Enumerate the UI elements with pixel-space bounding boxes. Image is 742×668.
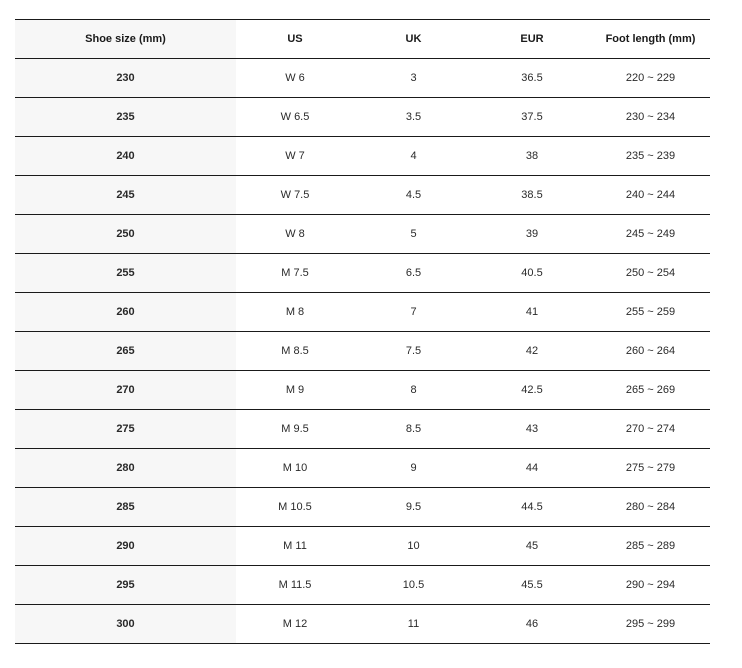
cell-shoe-size: 230: [15, 59, 236, 98]
table-body: [15, 59, 710, 644]
cell-eur: 44.5: [473, 488, 591, 527]
cell-us: M 8: [236, 293, 354, 332]
cell-eur: 45.5: [473, 566, 591, 605]
header-shoe-size: Shoe size (mm): [15, 20, 236, 59]
cell-foot-length: 230 ~ 234: [591, 98, 710, 137]
table-row: [15, 605, 710, 644]
table-row: [15, 527, 710, 566]
table-row: [15, 410, 710, 449]
cell-eur: 46: [473, 605, 591, 644]
cell-eur: 39: [473, 215, 591, 254]
cell-eur: 41: [473, 293, 591, 332]
cell-shoe-size: 255: [15, 254, 236, 293]
cell-uk: 8.5: [354, 410, 473, 449]
cell-eur: 37.5: [473, 98, 591, 137]
cell-foot-length: 250 ~ 254: [591, 254, 710, 293]
cell-us: W 7: [236, 137, 354, 176]
table-row: [15, 293, 710, 332]
cell-foot-length: 220 ~ 229: [591, 59, 710, 98]
cell-uk: 4: [354, 137, 473, 176]
cell-us: M 9.5: [236, 410, 354, 449]
header-row: [15, 20, 710, 59]
cell-us: M 7.5: [236, 254, 354, 293]
cell-foot-length: 235 ~ 239: [591, 137, 710, 176]
cell-shoe-size: 290: [15, 527, 236, 566]
cell-shoe-size: 235: [15, 98, 236, 137]
cell-uk: 9: [354, 449, 473, 488]
cell-foot-length: 295 ~ 299: [591, 605, 710, 644]
cell-uk: 7: [354, 293, 473, 332]
cell-shoe-size: 295: [15, 566, 236, 605]
table-row: [15, 449, 710, 488]
cell-uk: 8: [354, 371, 473, 410]
cell-shoe-size: 240: [15, 137, 236, 176]
cell-eur: 44: [473, 449, 591, 488]
cell-uk: 6.5: [354, 254, 473, 293]
cell-foot-length: 265 ~ 269: [591, 371, 710, 410]
cell-uk: 7.5: [354, 332, 473, 371]
table-row: [15, 98, 710, 137]
cell-shoe-size: 250: [15, 215, 236, 254]
cell-us: M 10.5: [236, 488, 354, 527]
table-header: [15, 20, 710, 59]
cell-uk: 9.5: [354, 488, 473, 527]
cell-uk: 11: [354, 605, 473, 644]
cell-us: W 8: [236, 215, 354, 254]
cell-foot-length: 275 ~ 279: [591, 449, 710, 488]
table-row: [15, 137, 710, 176]
cell-shoe-size: 275: [15, 410, 236, 449]
cell-us: W 7.5: [236, 176, 354, 215]
cell-foot-length: 245 ~ 249: [591, 215, 710, 254]
table-row: [15, 566, 710, 605]
size-chart: [15, 19, 710, 644]
cell-us: W 6.5: [236, 98, 354, 137]
table-row: [15, 371, 710, 410]
cell-eur: 36.5: [473, 59, 591, 98]
table-row: [15, 59, 710, 98]
table-row: [15, 176, 710, 215]
cell-us: M 8.5: [236, 332, 354, 371]
cell-shoe-size: 285: [15, 488, 236, 527]
header-eur: EUR: [473, 20, 591, 59]
size-table: [15, 19, 710, 644]
cell-uk: 10.5: [354, 566, 473, 605]
cell-foot-length: 270 ~ 274: [591, 410, 710, 449]
cell-shoe-size: 270: [15, 371, 236, 410]
table-row: [15, 332, 710, 371]
cell-eur: 45: [473, 527, 591, 566]
cell-eur: 40.5: [473, 254, 591, 293]
table-row: [15, 488, 710, 527]
cell-uk: 5: [354, 215, 473, 254]
table-row: [15, 254, 710, 293]
header-uk: UK: [354, 20, 473, 59]
cell-foot-length: 280 ~ 284: [591, 488, 710, 527]
cell-shoe-size: 260: [15, 293, 236, 332]
cell-us: M 11.5: [236, 566, 354, 605]
cell-foot-length: 240 ~ 244: [591, 176, 710, 215]
cell-eur: 42: [473, 332, 591, 371]
cell-us: M 9: [236, 371, 354, 410]
cell-foot-length: 290 ~ 294: [591, 566, 710, 605]
cell-foot-length: 260 ~ 264: [591, 332, 710, 371]
table-row: [15, 215, 710, 254]
cell-eur: 38.5: [473, 176, 591, 215]
cell-uk: 10: [354, 527, 473, 566]
cell-eur: 43: [473, 410, 591, 449]
cell-eur: 38: [473, 137, 591, 176]
cell-us: M 11: [236, 527, 354, 566]
header-us: US: [236, 20, 354, 59]
cell-foot-length: 255 ~ 259: [591, 293, 710, 332]
cell-us: M 12: [236, 605, 354, 644]
cell-us: M 10: [236, 449, 354, 488]
cell-eur: 42.5: [473, 371, 591, 410]
cell-shoe-size: 280: [15, 449, 236, 488]
header-foot-length: Foot length (mm): [591, 20, 710, 59]
cell-shoe-size: 265: [15, 332, 236, 371]
cell-foot-length: 285 ~ 289: [591, 527, 710, 566]
cell-us: W 6: [236, 59, 354, 98]
cell-uk: 3: [354, 59, 473, 98]
cell-uk: 3.5: [354, 98, 473, 137]
cell-uk: 4.5: [354, 176, 473, 215]
cell-shoe-size: 245: [15, 176, 236, 215]
cell-shoe-size: 300: [15, 605, 236, 644]
